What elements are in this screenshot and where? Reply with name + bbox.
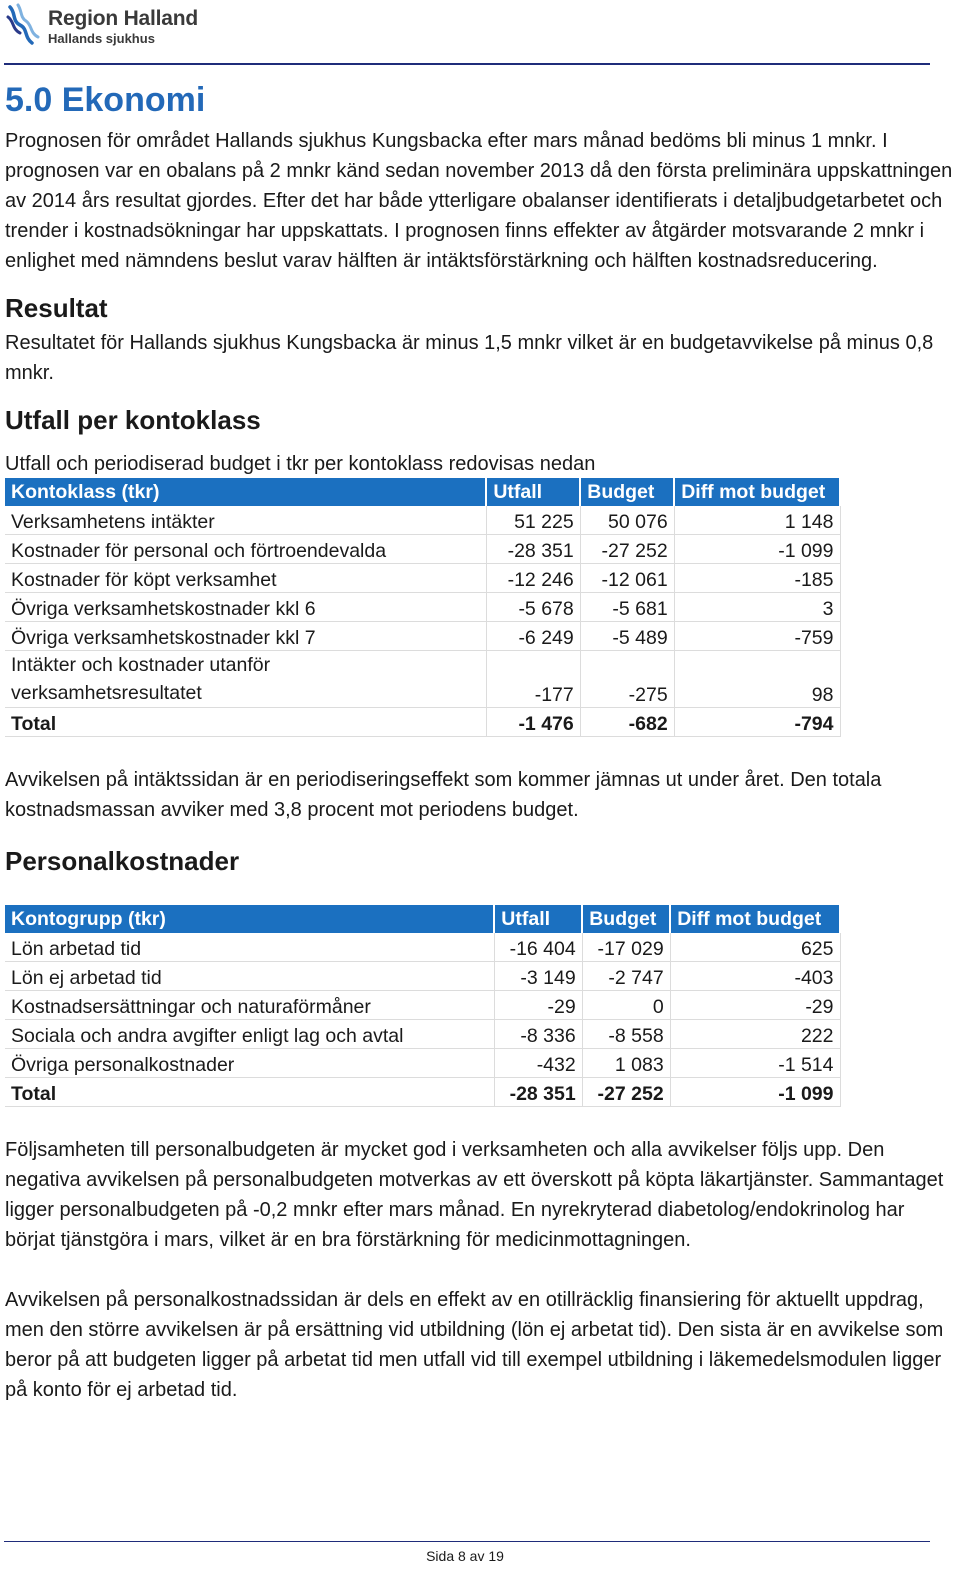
- cell-diff: 222: [670, 1020, 840, 1049]
- cell-budget: -12 061: [580, 564, 674, 593]
- personal-paragraph: Följsamheten till personalbudgeten är mycket god i verksamheten och alla avvikelser följs upp. Den negativa avvikelsen på personalbudgeten motverkas av ett överskott på köpta läkartjänster. Sammantaget ligger personalbudgeten på -0,2 mnkr efter mars månad. En nyrekryterad diabetolog/endokrinolog har börjat tjänstgöra i mars, vilket är en bra förstärkning för medicinmottagningen.: [5, 1139, 944, 1251]
- cell-diff: -29: [670, 991, 840, 1020]
- cell-diff: 625: [670, 933, 840, 962]
- row-label: Verksamhetens intäkter: [5, 506, 486, 535]
- column-header: Diff mot budget: [670, 905, 840, 933]
- row-label: [5, 651, 486, 708]
- table-row: [5, 593, 840, 622]
- row-label: Kostnadsersättningar och naturaförmåner: [5, 991, 494, 1020]
- cell-utfall: -16 404: [494, 933, 582, 962]
- column-header: Budget: [582, 905, 670, 933]
- cell-utfall: -28 351: [494, 1078, 582, 1107]
- cell-utfall: -29: [494, 991, 582, 1020]
- main-content: [5, 70, 955, 1405]
- cell-budget: -27 252: [580, 535, 674, 564]
- cell-budget: -27 252: [582, 1078, 670, 1107]
- cell-diff: -1 099: [674, 535, 840, 564]
- personal-heading: Personalkostnader: [5, 846, 240, 876]
- table-row: [5, 962, 840, 991]
- row-label: Övriga verksamhetskostnader kkl 7: [5, 622, 486, 651]
- logo-subtitle: Hallands sjukhus: [48, 30, 155, 46]
- table-row: [5, 1020, 840, 1049]
- cell-diff: -759: [674, 622, 840, 651]
- page-header: [6, 2, 198, 50]
- column-header: Diff mot budget: [674, 478, 840, 506]
- footer-divider: [4, 1541, 930, 1542]
- cell-utfall: -1 476: [486, 708, 580, 737]
- cell-budget: -5 489: [580, 622, 674, 651]
- page-number: Sida 8 av 19: [426, 1548, 504, 1564]
- cell-diff: 3: [674, 593, 840, 622]
- row-label: Övriga personalkostnader: [5, 1049, 494, 1078]
- cell-budget: -8 558: [582, 1020, 670, 1049]
- header-divider: [4, 63, 930, 65]
- table-row: [5, 506, 840, 535]
- region-halland-logo-icon: [6, 3, 44, 49]
- table-total-row: [5, 1078, 840, 1107]
- utfall-comment: Avvikelsen på intäktssidan är en periodiseringseffekt som kommer jämnas ut under året. Den totala kostnadsmassan avviker med 3,8 procent mot periodens budget.: [5, 769, 882, 821]
- cell-utfall: -5 678: [486, 593, 580, 622]
- cell-diff: -185: [674, 564, 840, 593]
- cell-utfall: -12 246: [486, 564, 580, 593]
- column-header: Utfall: [486, 478, 580, 506]
- cell-budget: -682: [580, 708, 674, 737]
- table-row: [5, 933, 840, 962]
- utfall-heading: Utfall per kontoklass: [5, 405, 261, 435]
- table-header-row: [5, 478, 840, 506]
- cell-budget: 0: [582, 991, 670, 1020]
- cell-diff: -1 514: [670, 1049, 840, 1078]
- row-label-line: verksamhetsresultatet: [11, 682, 202, 704]
- row-label: Sociala och andra avgifter enligt lag och avtal: [5, 1020, 494, 1049]
- intro-paragraph: Prognosen för området Hallands sjukhus Kungsbacka efter mars månad bedöms bli minus 1 mnkr. I prognosen var en obalans på 2 mnkr känd sedan november 2013 då den första preliminära uppskattningen av 2014 års resultat gjordes. Efter det har både ytterligare obalanser identifierats i detaljbudgetarbetet och trender i kostnadsökningar har uppskattats. I prognosen finns effekter av åtgärder motsvarande 2 mnkr i enlighet med nämndens beslut varav hälften är intäktsförstärkning och hälften kostnadsreducering.: [5, 130, 953, 272]
- table-row: [5, 651, 840, 708]
- cell-diff: -403: [670, 962, 840, 991]
- table-header-row: [5, 905, 840, 933]
- row-label: Kostnader för köpt verksamhet: [5, 564, 486, 593]
- table-row: [5, 622, 840, 651]
- column-header: Budget: [580, 478, 674, 506]
- cell-utfall: -432: [494, 1049, 582, 1078]
- column-header: Kontogrupp (tkr): [5, 905, 494, 933]
- cell-utfall: -3 149: [494, 962, 582, 991]
- cell-budget: 1 083: [582, 1049, 670, 1078]
- cell-budget: -2 747: [582, 962, 670, 991]
- cell-utfall: -177: [486, 651, 580, 708]
- row-label-line: Intäkter och kostnader utanför: [11, 654, 271, 676]
- cell-budget: -5 681: [580, 593, 674, 622]
- column-header: Kontoklass (tkr): [5, 478, 486, 506]
- cell-diff: -794: [674, 708, 840, 737]
- row-label: Total: [5, 708, 486, 737]
- table-row: [5, 1049, 840, 1078]
- cell-utfall: 51 225: [486, 506, 580, 535]
- cell-budget: 50 076: [580, 506, 674, 535]
- utfall-caption: Utfall och periodiserad budget i tkr per kontoklass redovisas nedan: [5, 453, 596, 475]
- cell-utfall: -8 336: [494, 1020, 582, 1049]
- table-row: [5, 991, 840, 1020]
- column-header: Utfall: [494, 905, 582, 933]
- row-label: Total: [5, 1078, 494, 1107]
- table-row: [5, 564, 840, 593]
- cell-utfall: -6 249: [486, 622, 580, 651]
- row-label: Lön arbetad tid: [5, 933, 494, 962]
- table-total-row: [5, 708, 840, 737]
- kontoklass-table: [5, 478, 841, 737]
- row-label: Lön ej arbetad tid: [5, 962, 494, 991]
- table-row: [5, 535, 840, 564]
- personal-paragraph: Avvikelsen på personalkostnadssidan är dels en effekt av en otillräcklig finansiering för aktuellt uppdrag, men den större avvikelsen är på ersättning vid utbildning (lön ej arbetat tid). Den sista är en avvikelse som beror på att budgeten ligger på arbetat tid men utfall vid till exempel utbildning i läkemedelsmodulen ligger på konto för ej arbetad tid.: [5, 1289, 944, 1401]
- row-label: Övriga verksamhetskostnader kkl 6: [5, 593, 486, 622]
- logo-title: Region Halland: [48, 6, 199, 30]
- cell-diff: -1 099: [670, 1078, 840, 1107]
- kontogrupp-table: [5, 905, 841, 1107]
- row-label: Kostnader för personal och förtroendevalda: [5, 535, 486, 564]
- cell-diff: 1 148: [674, 506, 840, 535]
- resultat-heading: Resultat: [5, 293, 108, 323]
- resultat-paragraph: Resultatet för Hallands sjukhus Kungsbacka är minus 1,5 mnkr vilket är en budgetavvikelse på minus 0,8 mnkr.: [5, 332, 934, 384]
- cell-diff: 98: [674, 651, 840, 708]
- cell-budget: -17 029: [582, 933, 670, 962]
- cell-budget: -275: [580, 651, 674, 708]
- cell-utfall: -28 351: [486, 535, 580, 564]
- section-title: 5.0 Ekonomi: [5, 81, 206, 119]
